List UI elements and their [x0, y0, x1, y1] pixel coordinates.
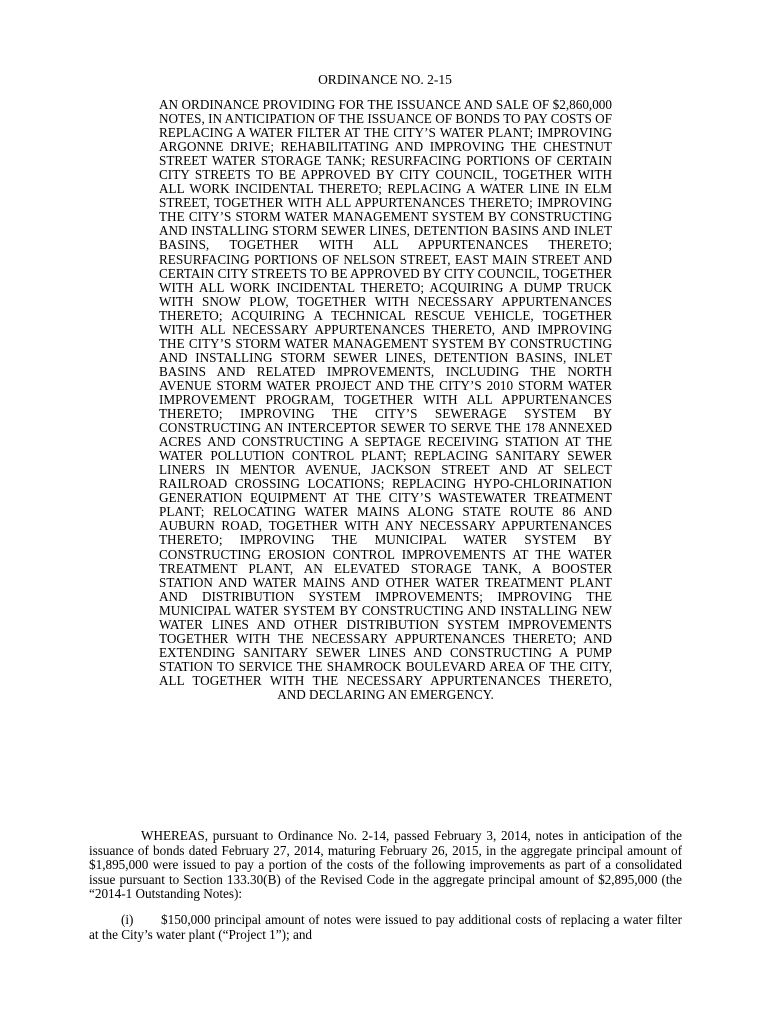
item-text: $150,000 principal amount of notes were issued to pay additional costs of replacing a water filter at the City’s water plant (“Project 1”); and: [89, 912, 682, 942]
list-item: [89, 913, 682, 942]
ordinance-caption: AN ORDINANCE PROVIDING FOR THE ISSUANCE AND SALE OF $2,860,000 NOTES, IN ANTICIPATION OF THE ISSUANCE OF BONDS TO PAY COSTS OF REPLACING A WATER FILTER AT THE CITY’S WATER PLANT; IMPROVING ARGONNE DRIVE; REHABILITATING AND IMPROVING THE CHESTNUT STREET WATER STORAGE TANK; RESURFACING PORTIONS OF CERTAIN CITY STREETS TO BE APPROVED BY CITY COUNCIL, TOGETHER WITH ALL WORK INCIDENTAL THERETO; REPLACING A WATER LINE IN ELM STREET, TOGETHER WITH ALL APPURTENANCES THERETO; IMPROVING THE CITY’S STORM WATER MANAGEMENT SYSTEM BY CONSTRUCTING AND INSTALLING STORM SEWER LINES, DETENTION BASINS AND INLET BASINS, TOGETHER WITH ALL APPURTENANCES THERETO; RESURFACING PORTIONS OF NELSON STREET, EAST MAIN STREET AND CERTAIN CITY STREETS TO BE APPROVED BY CITY COUNCIL, TOGETHER WITH ALL WORK INCIDENTAL THERETO; ACQUIRING A DUMP TRUCK WITH SNOW PLOW, TOGETHER WITH NECESSARY APPURTENANCES THERETO; ACQUIRING A TECHNICAL RESCUE VEHICLE, TOGETHER WITH ALL NECESSARY APPURTENANCES THERETO, AND IMPROVING THE CITY’S STORM WATER MANAGEMENT SYSTEM BY CONSTRUCTING AND INSTALLING STORM SEWER LINES, DETENTION BASINS, INLET BASINS AND RELATED IMPROVEMENTS, INCLUDING THE NORTH AVENUE STORM WATER PROJECT AND THE CITY’S 2010 STORM WATER IMPROVEMENT PROGRAM, TOGETHER WITH ALL APPURTENANCES THERETO; IMPROVING THE CITY’S SEWERAGE SYSTEM BY CONSTRUCTING AN INTERCEPTOR SEWER TO SERVE THE 178 ANNEXED ACRES AND CONSTRUCTING A SEPTAGE RECEIVING STATION AT THE WATER POLLUTION CONTROL PLANT; REPLACING SANITARY SEWER LINERS IN MENTOR AVENUE, JACKSON STREET AND AT SELECT RAILROAD CROSSING LOCATIONS; REPLACING HYPO-CHLORINATION GENERATION EQUIPMENT AT THE CITY’S WASTEWATER TREATMENT PLANT; RELOCATING WATER MAINS ALONG STATE ROUTE 86 AND AUBURN ROAD, TOGETHER WITH ANY NECESSARY APPURTENANCES THERETO; IMPROVING THE MUNICIPAL WATER SYSTEM BY CONSTRUCTING EROSION CONTROL IMPROVEMENTS AT THE WATER TREATMENT PLANT, AN ELEVATED STORAGE TANK, A BOOSTER STATION AND WATER MAINS AND OTHER WATER TREATMENT PLANT AND DISTRIBUTION SYSTEM IMPROVEMENTS; IMPROVING THE MUNICIPAL WATER SYSTEM BY CONSTRUCTING AND INSTALLING NEW WATER LINES AND OTHER DISTRIBUTION SYSTEM IMPROVEMENTS TOGETHER WITH THE NECESSARY APPURTENANCES THERETO; AND EXTENDING SANITARY SEWER LINES AND CONSTRUCTING A PUMP STATION TO SERVICE THE SHAMROCK BOULEVARD AREA OF THE CITY, ALL TOGETHER WITH THE NECESSARY APPURTENANCES THERETO, AND DECLARING AN EMERGENCY.: [159, 97, 612, 702]
whereas-paragraph: WHEREAS, pursuant to Ordinance No. 2-14, passed February 3, 2014, notes in anticipation of the issuance of bonds dated February 27, 2014, maturing February 26, 2015, in the aggregate principal amount of $1,895,000 were issued to pay a portion of the costs of the following improvements as part of a consolidated issue pursuant to Section 133.30(B) of the Revised Code in the aggregate principal amount of $2,895,000 (the “2014-1 Outstanding Notes):: [89, 828, 682, 902]
ordinance-title: ORDINANCE NO. 2-15: [318, 72, 452, 87]
item-number: (i): [121, 912, 134, 927]
